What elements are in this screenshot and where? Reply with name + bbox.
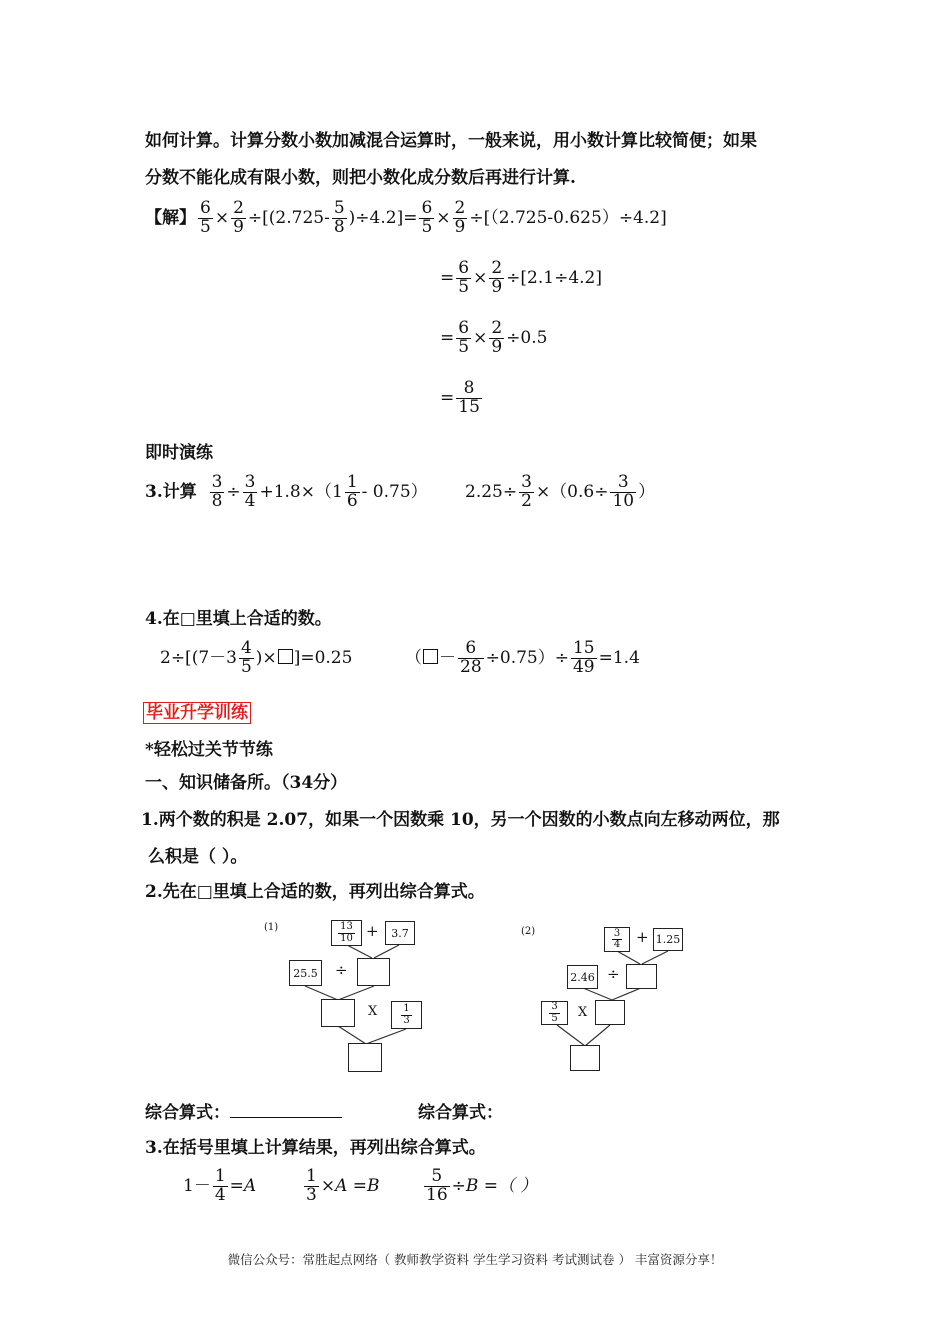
fraction: $\frac{2}{9}$ — [491, 258, 503, 297]
training-badge: 毕业升学训练 — [143, 698, 251, 723]
fraction: $\frac{15}{49}$ — [572, 638, 595, 677]
question-3-expr2: $\frac{1}{3}$ ×A =B — [306, 1166, 380, 1205]
fraction: $\frac{3}{4}$ — [244, 472, 256, 511]
fraction: $\frac{5}{8}$ — [333, 198, 345, 237]
diagram-2-left-frac-box: $\frac{3}{5}$ — [541, 1001, 568, 1025]
question-3-expr3: $\frac{5}{16}$ ÷B =（ ） — [426, 1166, 538, 1205]
fraction: $\frac{6}{28}$ — [460, 638, 482, 677]
question-1-line-2: 么积是（ ）。 — [148, 847, 248, 867]
fraction: $\frac{6}{5}$ — [458, 318, 470, 357]
fraction: $\frac{2}{9}$ — [233, 198, 244, 237]
diagram-2-result-box — [570, 1045, 600, 1071]
plus-operator: + — [366, 922, 379, 940]
plus-operator: + — [636, 928, 649, 946]
diagram-1-top-right-box: 3.7 — [385, 921, 415, 945]
solution-label: 【解】 — [145, 207, 196, 228]
diagram-1-left-box: 25.5 — [289, 960, 322, 986]
page-footer: 微信公众号：常胜起点网络（ 教师教学资料 学生学习资料 考试测试卷 ） 丰富资源分享！ — [227, 1252, 723, 1267]
diagram-1-result-box — [348, 1043, 382, 1072]
fraction: $\frac{2}{9}$ — [454, 198, 466, 237]
solution-line-1: 【解】 $\frac{6}{5}$ × $\frac{2}{9}$ ÷[(2.725- $\frac{5}{8}$ )÷4.2]= $\frac{6}{5}$ × $\frac{2}{9}$ ÷[（2.725-0.625）÷4.2] — [145, 198, 667, 237]
fraction: $\frac{6}{5}$ — [421, 198, 433, 237]
fraction: $\frac{2}{9}$ — [491, 318, 503, 357]
diagram-2-blank-box — [626, 964, 657, 989]
fraction: $\frac{3}{10}$ — [612, 472, 635, 511]
practice-q3: 3.计算 $\frac{3}{8}$ ÷ $\frac{3}{4}$ +1.8×（1 $\frac{1}{6}$ - 0.75） — [145, 472, 428, 511]
practice-q4-expr2: （ － $\frac{6}{28}$ ÷0.75）÷ $\frac{15}{49}$ =1.4 — [405, 638, 640, 677]
times-operator: X — [368, 1004, 378, 1019]
answer-blank[interactable] — [230, 1101, 342, 1118]
diagram-2-blank-box-2 — [595, 1000, 625, 1025]
fraction: $\frac{6}{5}$ — [458, 258, 470, 297]
practice-q3-expr2: 2.25÷ $\frac{3}{2}$ ×（0.6÷ $\frac{3}{10}$ ） — [465, 472, 656, 511]
section-heading: 一、知识储备所。（34分） — [145, 773, 348, 793]
practice-q4-label: 4.在□里填上合适的数。 — [145, 609, 332, 629]
fraction: $\frac{6}{5}$ — [200, 198, 211, 237]
fraction: $\frac{3}{8}$ — [211, 472, 223, 511]
question-1-line-1: 1.两个数的积是 2.07，如果一个因数乘 10，另一个因数的小数点向左移动两位，那 — [141, 810, 780, 830]
fraction: $\frac{5}{16}$ — [426, 1166, 448, 1205]
divide-operator: ÷ — [335, 961, 348, 979]
fraction: $\frac{1}{6}$ — [346, 472, 358, 511]
diagram-1-top-left-box: $\frac{13}{10}$ — [331, 920, 362, 946]
intro-line-1: 如何计算。计算分数小数加减混合运算时，一般来说，用小数计算比较简便；如果 — [145, 131, 757, 151]
fraction: $\frac{1}{4}$ — [214, 1166, 226, 1205]
diagram-1-label: (1) — [264, 922, 279, 933]
divide-operator: ÷ — [607, 965, 620, 983]
fraction: $\frac{1}{3}$ — [306, 1166, 317, 1205]
solution-line-3: = $\frac{6}{5}$ × $\frac{2}{9}$ ÷0.5 — [440, 318, 548, 357]
diagram-2-top-right-box: 1.25 — [653, 928, 683, 951]
times-operator: X — [578, 1005, 588, 1020]
question-2: 2.先在□里填上合适的数，再列出综合算式。 — [145, 882, 485, 902]
question-3-expr1: 1－ $\frac{1}{4}$ =A — [183, 1166, 257, 1205]
intro-line-2: 分数不能化成有限小数，则把小数化成分数后再进行计算. — [145, 168, 576, 188]
fraction: $\frac{4}{5}$ — [240, 638, 252, 677]
formula-line-2: 综合算式： — [418, 1103, 503, 1123]
diagram-1-blank-box — [357, 958, 390, 986]
diagram-1-blank-box-2 — [321, 999, 355, 1027]
fraction: $\frac{8}{15}$ — [458, 378, 480, 417]
solution-line-2: = $\frac{6}{5}$ × $\frac{2}{9}$ ÷[2.1÷4.2] — [440, 258, 602, 297]
training-subheading: *轻松过关节节练 — [145, 740, 273, 760]
diagram-2-label: (2) — [521, 926, 536, 937]
diagram-2-top-left-box: $\frac{3}{4}$ — [604, 927, 630, 952]
diagram-1-right-box: $\frac{1}{3}$ — [391, 1001, 422, 1029]
fraction: $\frac{3}{2}$ — [521, 472, 532, 511]
formula-line-1: 综合算式： — [145, 1098, 342, 1123]
solution-line-4: = $\frac{8}{15}$ — [440, 378, 480, 417]
diagram-2-left-box: 2.46 — [567, 965, 598, 989]
practice-q4-expr1: 2÷[(7－3 $\frac{4}{5}$ )× ]=0.25 — [160, 638, 353, 677]
practice-heading: 即时演练 — [145, 443, 213, 463]
question-3: 3.在括号里填上计算结果，再列出综合算式。 — [145, 1138, 486, 1158]
